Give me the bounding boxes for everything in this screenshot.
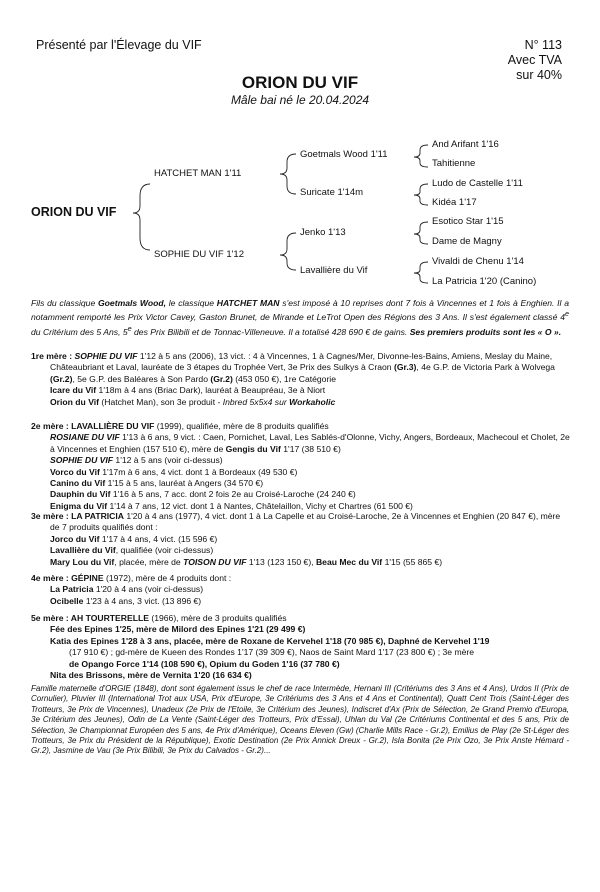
grade: (Gr.2) (210, 373, 233, 384)
second-dam-line (31, 421, 571, 432)
produce-name: Canino du Vif (50, 478, 106, 489)
produce-name: Dauphin du Vif (50, 489, 111, 500)
family-text: Famille maternelle d'ORGIE (1848), dont sont également issus le chef de race Intermède, Hernani III (Critériums des 3 Ans et 4 Ans), Urdos II (Prix de Cornulier), Pluvier III (International Trot aux USA, Prix d'Europe, 3e Critériums des 3 Ans et 4 Ans et Continental), Quatt Cent Trois (Saint-Léger des Trotteurs, 3e Prix de Vincennes), Unadeux (2e Prix de l'Etoile, 3e Critérium des Jeunes), Indiscret d'Ax (Prix de Sélection, 2e Grand Premio d'Europa, 3e Critérium des Jeunes), Odin de La Vente (Saint-Léger des Trotteurs, Prix d'Essai), Uhlan du Val (2e Critériums Continental et des 5 ans, Prix de Sélection, 3e Championnat Européen des 5 ans, 4e Prix d'Amérique), Oceans Eleven (Gw) (Charlie Mills Race - Gr.2), Emilius de Play (2e St-Léger des Trotteurs, 3e Prix du Président de la République), Exotic Destination (2e Prix Annick Dreux - Gr.2), Isla Bonita (2e Prix Ozo, 3e Prix Anste Hémard - Gr.2), Jasmine de Vau (3e Prix Bilibili, 3e Prix du Calvados - Gr.2)... (31, 684, 569, 756)
produce-name: TOISON DU VIF (183, 556, 247, 567)
inbred-horse: Workaholic (289, 396, 336, 407)
produce-line: Nita des Brissons, mère de Vernita 1'20 (16 634 €) (50, 670, 252, 681)
produce-name: Lavallière du Vif (50, 545, 116, 556)
pedigree-dam: SOPHIE DU VIF 1'12 (154, 249, 244, 260)
produce-line (31, 534, 571, 545)
pedigree-ddd: La Patricia 1'20 (Canino) (432, 276, 537, 287)
pedigree-sds: Ludo de Castelle 1'11 (432, 178, 523, 189)
produce-text: 1'17 (38 510 €) (280, 443, 341, 454)
produce-line (31, 489, 571, 500)
produce-name: Vorco du Vif (50, 466, 100, 477)
produce-line (31, 596, 571, 607)
produce-text: 1'16 à 5 ans, 7 acc. dont 2 fois 2e au Croisé-Laroche (24 240 €) (110, 489, 356, 500)
fourth-dam-section (31, 573, 571, 607)
fifth-dam-text: (1966), mère de 3 produits qualifiés (148, 613, 287, 623)
intro-sup: e (127, 324, 132, 333)
produce-line (31, 545, 571, 556)
produce-name: Gengis du Vif (225, 443, 281, 454)
pedigree-sd: Suricate 1'14m (300, 187, 364, 198)
third-dam-section (31, 511, 571, 568)
produce-text: 1'18m à 4 ans (Briac Dark), lauréat à Beaupréau, 3e à Niort (96, 385, 326, 396)
first-dam-text: (453 050 €), 1re Catégorie (232, 373, 337, 384)
produce-name: Icare du Vif (50, 385, 97, 396)
intro-sire-sire: Goetmals Wood, (98, 298, 167, 308)
intro-text: des Prix Bilibili et de Tonnac-Villeneuve. Il a totalisé 428 690 € de gains. (131, 326, 410, 337)
pedigree-sss: And Arifant 1'16 (432, 139, 499, 150)
produce-line (31, 432, 571, 455)
first-dam-name: SOPHIE DU VIF (74, 351, 138, 361)
produce-line (31, 397, 571, 408)
presenter-line: Présenté par l'Élevage du VIF (36, 38, 202, 52)
page-subtitle: Mâle bai né le 20.04.2024 (230, 93, 370, 107)
first-dam-line (31, 351, 571, 385)
produce-line (31, 467, 571, 478)
pedigree-sire: HATCHET MAN 1'11 (154, 168, 242, 179)
produce-text: 1'13 (123 150 €), (246, 556, 316, 567)
intro-text: le classique (166, 298, 217, 308)
third-dam-label: 3e mère : LA PATRICIA (31, 511, 124, 521)
first-dam-text: , 5e G.P. des Baléares à Son Pardo (72, 373, 211, 384)
produce-name: Jorco du Vif (50, 533, 100, 544)
fifth-dam-line (31, 613, 571, 624)
intro-paragraph (31, 298, 569, 338)
pedigree-dss: Esotico Star 1'15 (432, 216, 504, 227)
produce-line (31, 478, 571, 489)
produce-line (31, 455, 571, 466)
pedigree-dds: Vivaldi de Chenu 1'14 (432, 256, 524, 267)
produce-name: SOPHIE DU VIF (50, 455, 114, 466)
inbred-note: Inbred 5x5x4 sur (222, 396, 290, 407)
produce-name: Mary Lou du Vif (50, 556, 115, 567)
produce-line: Katia des Epines 1'28 à 3 ans, placée, mère de Roxane de Kervehel 1'18 (70 985 €), Daphné de Kervehel 1'19 (50, 635, 490, 646)
produce-name: Beau Mec du Vif (315, 556, 383, 567)
produce-line: Fée des Epines 1'25, mère de Milord des Epines 1'21 (29 499 €) (50, 624, 306, 635)
produce-text: 1'13 à 6 ans, 9 vict. : Caen, Pornichet, Laval, Les Sablés-d'Olonne, Vichy, Angers, Bordeaux, Machecoul et Cholet, 2e à Vincennes et Enghien (157 510 €), mère de (50, 432, 570, 454)
produce-text: (Hatchet Man), son 3e produit - (99, 396, 223, 407)
fourth-dam-line (31, 573, 571, 584)
pedigree-ds: Jenko 1'13 (300, 227, 346, 238)
produce-text: 1'12 à 5 ans (voir ci-dessus) (113, 455, 223, 466)
pedigree-dsd: Dame de Magny (432, 236, 502, 247)
produce-line: de Opango Force 1'14 (108 590 €), Opium du Goden 1'16 (37 780 €) (69, 658, 340, 669)
produce-line (31, 557, 571, 568)
produce-name: ROSIANE DU VIF (50, 432, 120, 443)
third-dam-line (31, 511, 571, 534)
fifth-dam-section (31, 613, 571, 681)
produce-text: 1'15 à 5 ans, lauréat à Angers (34 570 €) (105, 478, 264, 489)
grade: (Gr.3) (393, 362, 417, 373)
produce-text: , qualifiée (voir ci-dessus) (115, 545, 214, 556)
vat-label: Avec TVA (507, 53, 562, 67)
first-dam-text: , 4e G.P. de Victoria Park à Wolvega (416, 362, 555, 373)
produce-line: (17 910 €) ; gd-mère de Kueen des Rondes 1'17 (39 309 €), Naos de Saint Mard 1'17 (23 800 €) ; 3e mère (69, 647, 475, 658)
third-dam-text: 1'20 à 4 ans (1977), 4 vict. dont 1 à La Capelle et au Croisé-Laroche, 2e à Vincennes et Enghien (20 847 €), mère de 7 produits qualifiés dont : (50, 511, 561, 533)
produce-text: 1'23 à 4 ans, 3 vict. (13 896 €) (83, 595, 202, 606)
intro-text: Fils du classique (31, 298, 98, 308)
page-title: ORION DU VIF (241, 73, 359, 92)
first-dam-text: 1'12 à 5 ans (2006), 13 vict. : 4 à Vincennes, 1 à Cagnes/Mer, Divonne-les-Bains, Amiens, Meslay du Maine, Châteaubriant et Laval, lauréate de 3 étapes du Trophée Vert, 3e Prix des Sulkys à Craon (50, 351, 553, 373)
produce-name: Orion du Vif (50, 396, 100, 407)
produce-text: , placée, mère de (114, 556, 184, 567)
produce-line (31, 385, 571, 396)
fifth-dam-label: 5e mère : AH TOURTERELLE (31, 613, 149, 623)
family-paragraph (31, 684, 569, 757)
pedigree-dd: Lavallière du Vif (300, 265, 368, 276)
first-dam-section (31, 351, 571, 408)
second-dam-label: 2e mère : LAVALLIÈRE DU VIF (31, 421, 155, 431)
fourth-dam-label: 4e mère : GÉPINE (31, 573, 104, 583)
intro-sire: HATCHET MAN (216, 298, 280, 308)
pedigree-ss: Goetmals Wood 1'11 (300, 149, 388, 160)
produce-text: 1'15 (55 865 €) (382, 556, 443, 567)
lot-number: N° 113 (524, 38, 562, 52)
intro-text: du Critérium des 5 Ans, 5 (31, 326, 128, 337)
second-dam-section (31, 421, 571, 512)
pedigree-sdd: Kidéa 1'17 (432, 197, 477, 208)
produce-name: Ocibelle (50, 595, 84, 606)
produce-text: 1'14 à 7 ans, 12 vict. dont 1 à Nantes, Châtelaillon, Vichy et Chartres (61 500 €) (107, 500, 413, 511)
second-dam-text: (1999), qualifiée, mère de 8 produits qualifiés (154, 421, 329, 431)
first-dam-label: 1re mère : (31, 351, 75, 361)
produce-text: 1'20 à 4 ans (voir ci-dessus) (93, 584, 204, 595)
pedigree-horse: ORION DU VIF (31, 205, 117, 219)
intro-text: s'est imposé à 10 reprises dont 7 fois à Vincennes et 1 fois à Enghien. Il a notamment remporté les Prix Victor Cavey, Gaston Brunet, de Mirande et LeTrot Open des Régions des 3 Ans. Il s'est également classé 4 (31, 298, 569, 323)
produce-name: La Patricia (50, 584, 94, 595)
grade: (Gr.2) (50, 373, 73, 384)
produce-text: 1'17m à 6 ans, 4 vict. dont 1 à Bordeaux (49 530 €) (99, 466, 298, 477)
reserve-label: sur 40% (516, 68, 562, 82)
pedigree-ssd: Tahitienne (432, 158, 476, 169)
intro-sup: e (565, 310, 569, 319)
produce-line (31, 584, 571, 595)
intro-products: Ses premiers produits sont les « O ». (409, 326, 562, 337)
fourth-dam-text: (1972), mère de 4 produits dont : (103, 573, 232, 583)
produce-text: 1'17 à 4 ans, 4 vict. (15 596 €) (99, 533, 218, 544)
produce-name: Enigma du Vif (50, 500, 108, 511)
